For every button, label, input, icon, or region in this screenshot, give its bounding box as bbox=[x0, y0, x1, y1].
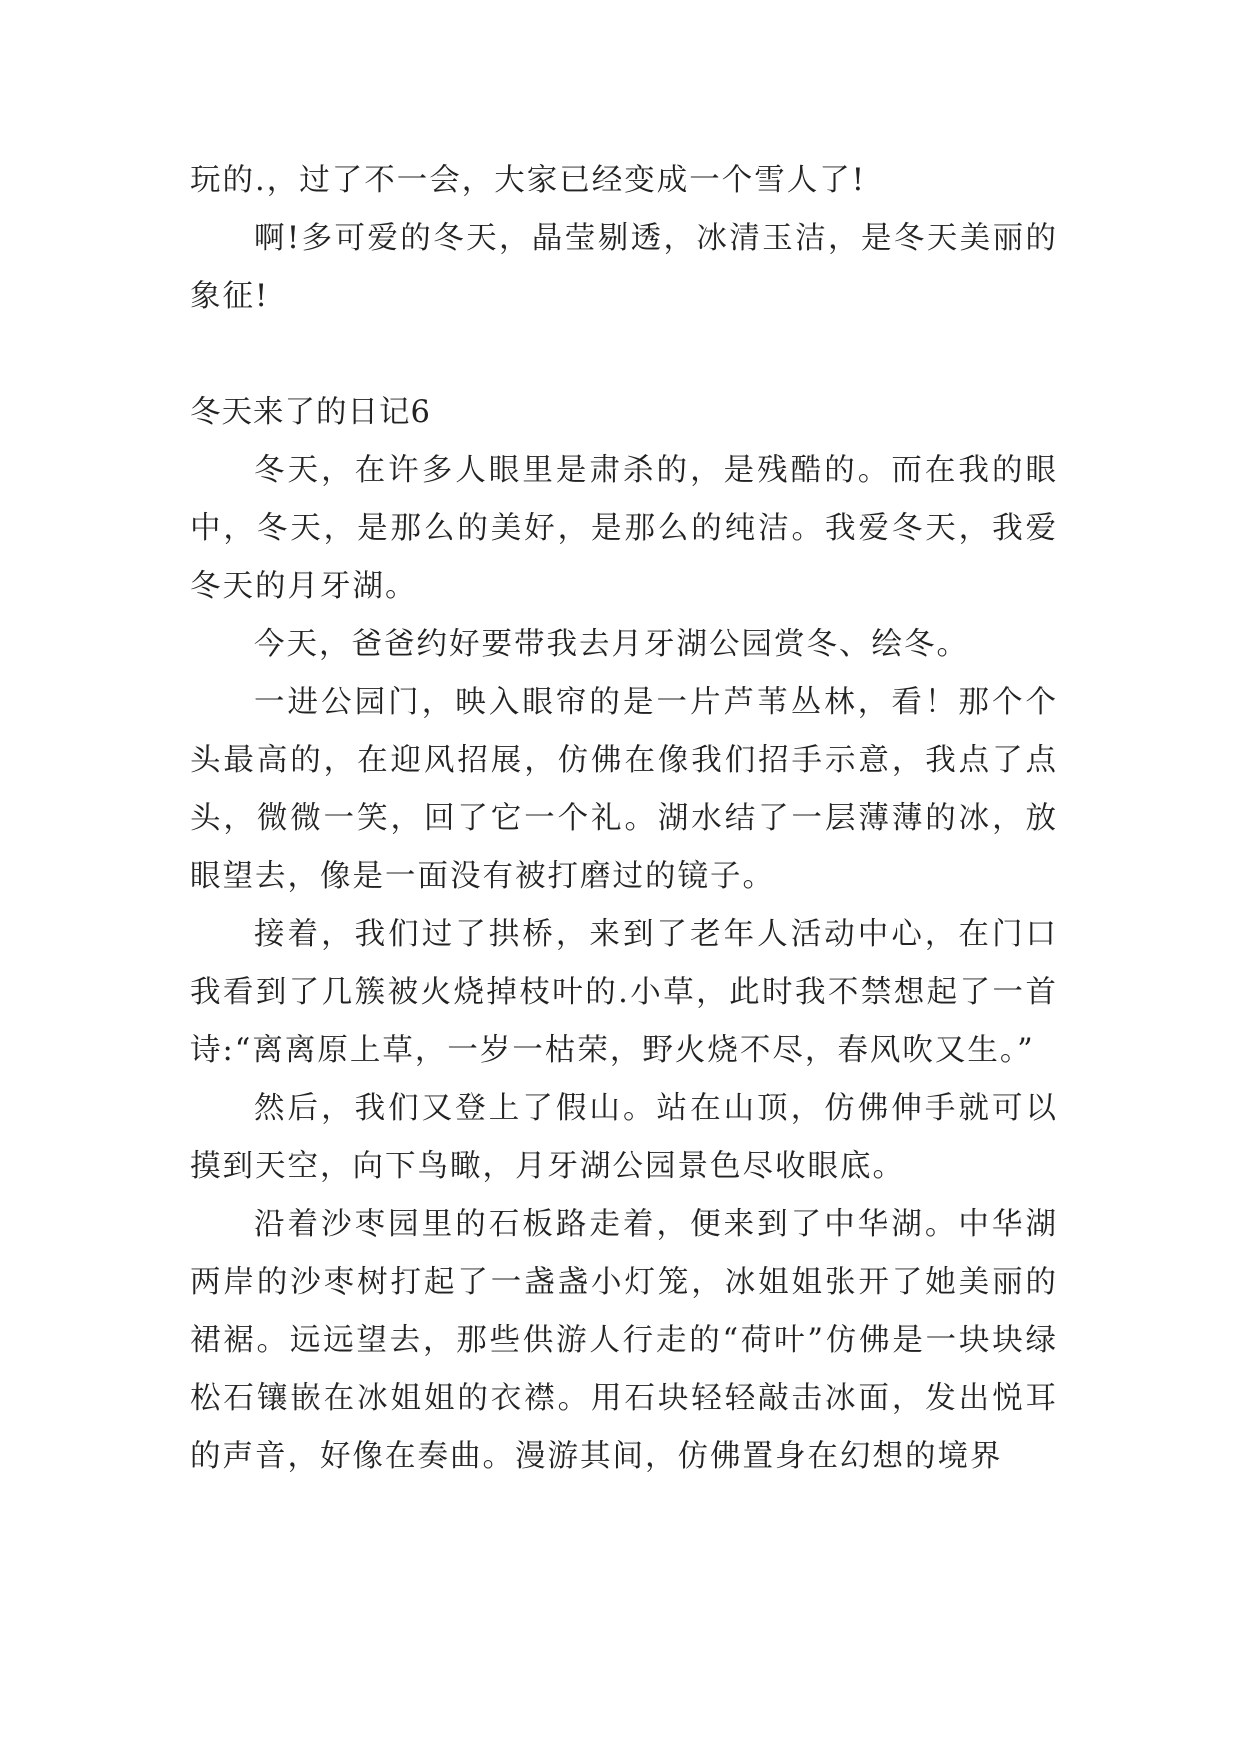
paragraph: 冬天，在许多人眼里是肃杀的，是残酷的。而在我的眼中，冬天，是那么的美好，是那么的纯洁。我爱冬天，我爱冬天的月牙湖。 bbox=[190, 453, 1058, 604]
section-title: 冬天来了的日记6 bbox=[190, 395, 431, 430]
paragraph: 然后，我们又登上了假山。站在山顶，仿佛伸手就可以摸到天空，向下鸟瞰，月牙湖公园景色尽收眼底。 bbox=[190, 1091, 1058, 1184]
paragraph: 沿着沙枣园里的石板路走着，便来到了中华湖。中华湖两岸的沙枣树打起了一盏盏小灯笼，冰姐姐张开了她美丽的裙裾。远远望去，那些供游人行走的“荷叶”仿佛是一块块绿松石镶嵌在冰姐姐的衣襟。用石块轻轻敲击冰面，发出悦耳的声音，好像在奏曲。漫游其间，仿佛置身在幻想的境界 bbox=[190, 1207, 1058, 1474]
section-spacer bbox=[190, 326, 1058, 384]
paragraph-intro-end: 玩的.，过了不一会，大家已经变成一个雪人了! bbox=[190, 163, 866, 198]
document-body bbox=[190, 152, 1058, 1486]
paragraph: 接着，我们过了拱桥，来到了老年人活动中心，在门口我看到了几簇被火烧掉枝叶的.小草，此时我不禁想起了一首诗:“离离原上草，一岁一枯荣，野火烧不尽，春风吹又生。” bbox=[190, 917, 1058, 1068]
paragraph: 一进公园门，映入眼帘的是一片芦苇丛林，看！那个个头最高的，在迎风招展，仿佛在像我们招手示意，我点了点头，微微一笑，回了它一个礼。湖水结了一层薄薄的冰，放眼望去，像是一面没有被打磨过的镜子。 bbox=[190, 685, 1058, 894]
paragraph-intro-close: 啊!多可爱的冬天，晶莹剔透，冰清玉洁，是冬天美丽的象征! bbox=[190, 221, 1058, 314]
paragraph: 今天，爸爸约好要带我去月牙湖公园赏冬、绘冬。 bbox=[254, 627, 969, 662]
